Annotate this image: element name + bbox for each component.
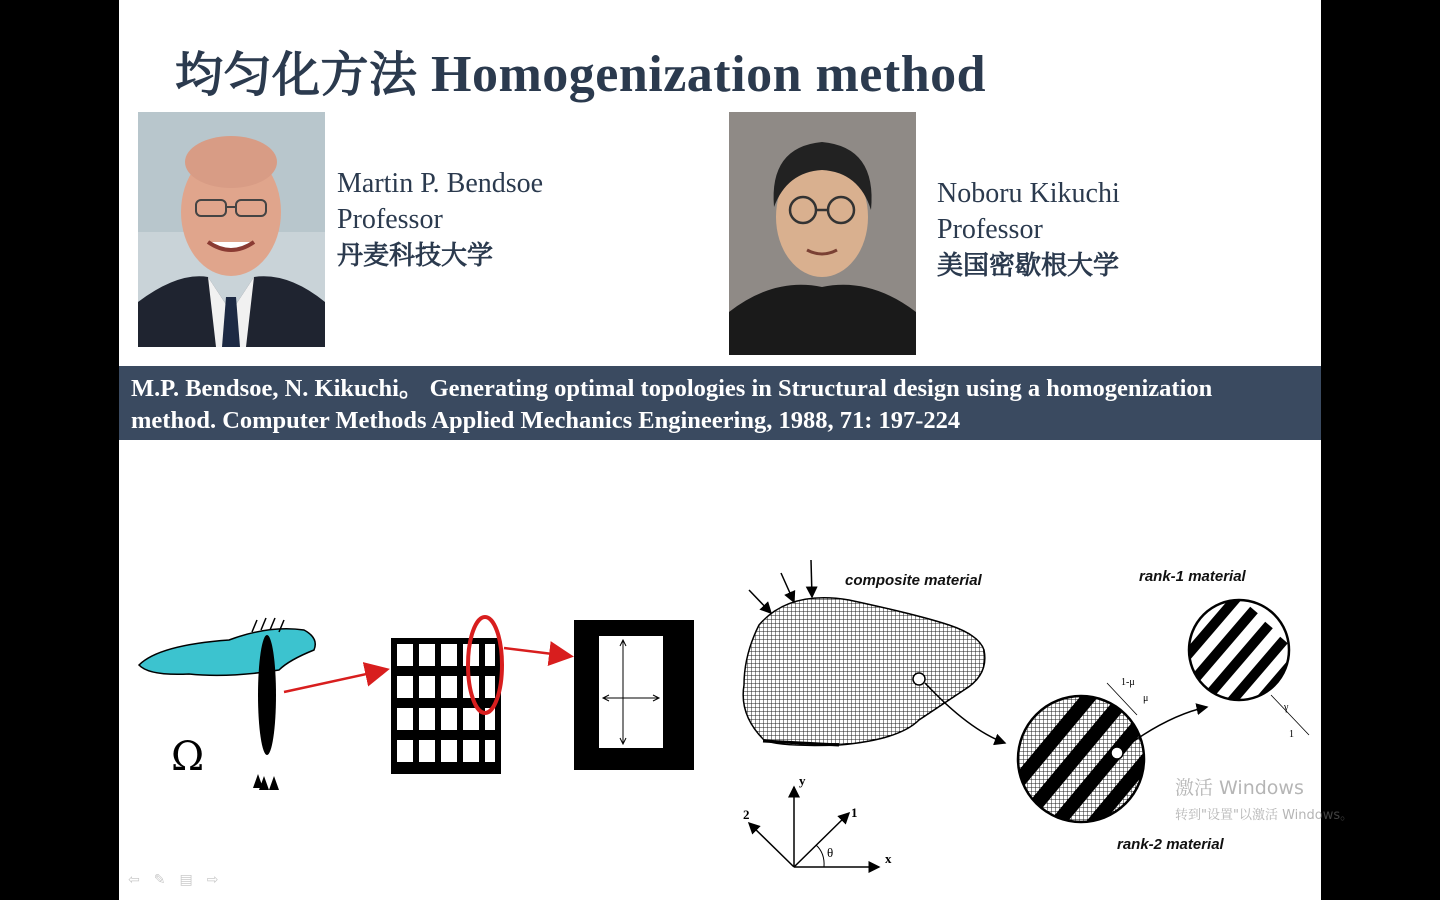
windows-activation-watermark: [1175, 773, 1353, 823]
section-ellipse: [258, 635, 276, 755]
mu-label: μ: [1143, 693, 1149, 704]
slide: [119, 0, 1321, 900]
coordinate-axes: [743, 773, 892, 867]
portrait-bendsoe: [138, 112, 325, 347]
one-minus-mu-label: 1-μ: [1121, 677, 1135, 688]
axis-2-label: 2: [743, 807, 750, 822]
title-chinese: 均匀化方法: [175, 47, 418, 103]
unit-cell: [574, 620, 694, 770]
gamma-label: γ: [1284, 702, 1289, 713]
rank1-label: rank-1 material: [1139, 568, 1246, 585]
person-role: Professor: [937, 214, 1043, 245]
composite-label: composite material: [845, 572, 982, 589]
composite-body: [743, 598, 985, 746]
citation-band: [119, 366, 1321, 440]
person-kikuchi-info: [937, 176, 1120, 284]
slideshow-nav: [128, 872, 218, 888]
homogenization-diagram-left: [119, 590, 719, 810]
person-role: Professor: [337, 204, 443, 235]
back-arrow-icon[interactable]: ⇦: [128, 872, 140, 888]
portrait-kikuchi: [729, 112, 916, 355]
person-affiliation: 丹麦科技大学: [337, 241, 494, 271]
slide-title: [175, 36, 986, 105]
composite-material-diagram: [719, 555, 1319, 875]
person-name: Martin P. Bendsoe: [337, 168, 544, 199]
citation-line-1: M.P. Bendsoe, N. Kikuchi。 Generating optimal topologies in Structural design using a homogenization: [131, 375, 1213, 402]
axis-1-label: 1: [851, 805, 858, 820]
microstructure-grid: [391, 638, 501, 774]
watermark-line-2: 转到"设置"以激活 Windows。: [1175, 808, 1354, 823]
pen-icon[interactable]: ✎: [153, 872, 166, 888]
menu-icon[interactable]: ▤: [179, 872, 193, 888]
theta-label: θ: [827, 845, 834, 860]
forward-arrow-icon[interactable]: ⇨: [206, 872, 219, 888]
omega-label: Ω: [171, 734, 205, 780]
person-name: Noboru Kikuchi: [937, 178, 1120, 209]
citation-line-2: method. Computer Methods Applied Mechanics Engineering, 1988, 71: 197-224: [131, 407, 961, 434]
title-english: Homogenization method: [431, 46, 987, 103]
rank2-label: rank-2 material: [1117, 836, 1224, 853]
axis-x-label: x: [885, 851, 892, 866]
axis-y-label: y: [799, 773, 806, 788]
design-domain-shape: [139, 629, 315, 676]
person-affiliation: 美国密歇根大学: [937, 251, 1120, 281]
watermark-line-1: 激活 Windows: [1175, 777, 1304, 799]
one-label: 1: [1289, 729, 1294, 740]
person-bendsoe-info: [337, 166, 543, 274]
